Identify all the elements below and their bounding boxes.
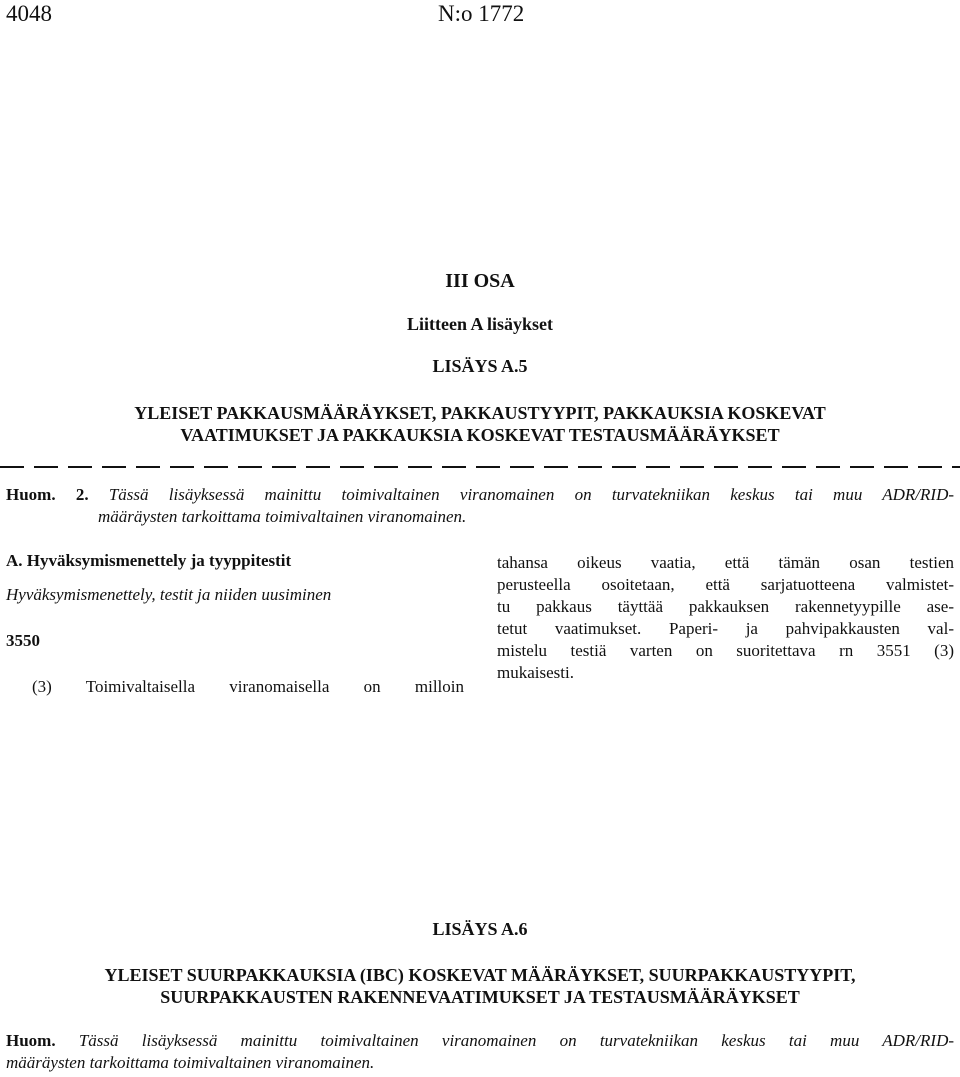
part-title: III OSA: [445, 270, 515, 292]
note-text-line1: Tässä lisäyksessä mainittu toimivaltainen viranomainen on turvatekniikan keskus tai muu ADR/RID-: [108, 485, 955, 504]
annex-a5-title: [0, 402, 960, 446]
paragraph-line: tetut vaatimukset. Paperi- ja pahvipakkausten val-: [497, 619, 954, 638]
dashed-divider: [0, 466, 960, 468]
annex-a6-note: [6, 1030, 954, 1074]
paragraph-start: (3) Toimivaltaisella viranomaisella on milloin: [32, 677, 464, 696]
section-number: 3550: [6, 631, 40, 650]
note-text-line1: Tässä lisäyksessä mainittu toimivaltainen viranomainen on turvatekniikan keskus tai muu ADR/RID-: [78, 1031, 955, 1050]
annex-a5-title-line2: VAATIMUKSET JA PAKKAUKSIA KOSKEVAT TESTAUSMÄÄRÄYKSET: [180, 425, 780, 445]
annex-a6-title-line1: YLEISET SUURPAKKAUKSIA (IBC) KOSKEVAT MÄÄRÄYKSET, SUURPAKKAUSTYYPIT,: [104, 965, 856, 985]
paragraph-line: tu pakkaus täyttää pakkauksen rakennetyypille ase-: [497, 597, 954, 616]
paragraph-line: tahansa oikeus vaatia, että tämän osan testien: [497, 553, 954, 572]
paragraph-line: mukaisesti.: [497, 663, 574, 682]
note-text-line2: määräysten tarkoittama toimivaltainen viranomainen.: [6, 1053, 375, 1072]
page-number: 4048: [6, 1, 52, 26]
annex-a5-title-line1: YLEISET PAKKAUSMÄÄRÄYKSET, PAKKAUSTYYPIT, PAKKAUKSIA KOSKEVAT: [134, 403, 826, 423]
section-title: A. Hyväksymismenettely ja tyyppitestit: [6, 551, 292, 570]
note-text-line2: määräysten tarkoittama toimivaltainen viranomainen.: [98, 507, 467, 526]
statute-number: N:o 1772: [438, 1, 525, 26]
paragraph-line: mistelu testiä varten on suoritettava rn 3551 (3): [497, 641, 954, 660]
note-label: Huom.: [6, 1031, 56, 1050]
annex-a6-title-line2: SUURPAKKAUSTEN RAKENNEVAATIMUKSET JA TESTAUSMÄÄRÄYKSET: [160, 987, 800, 1007]
section-subtitle: Hyväksymismenettely, testit ja niiden uusiminen: [6, 585, 332, 604]
note-label: Huom. 2.: [6, 485, 89, 504]
annex-a6-label: LISÄYS A.6: [432, 919, 528, 939]
annex-a5-note: [6, 484, 954, 528]
paragraph-line: perusteella osoitetaan, että sarjatuotteena valmistet-: [497, 575, 954, 594]
annex-a6-title: [0, 964, 960, 1008]
right-column: [497, 552, 954, 684]
annex-a5-label: LISÄYS A.5: [432, 356, 528, 376]
appendix-heading: Liitteen A lisäykset: [406, 314, 553, 334]
